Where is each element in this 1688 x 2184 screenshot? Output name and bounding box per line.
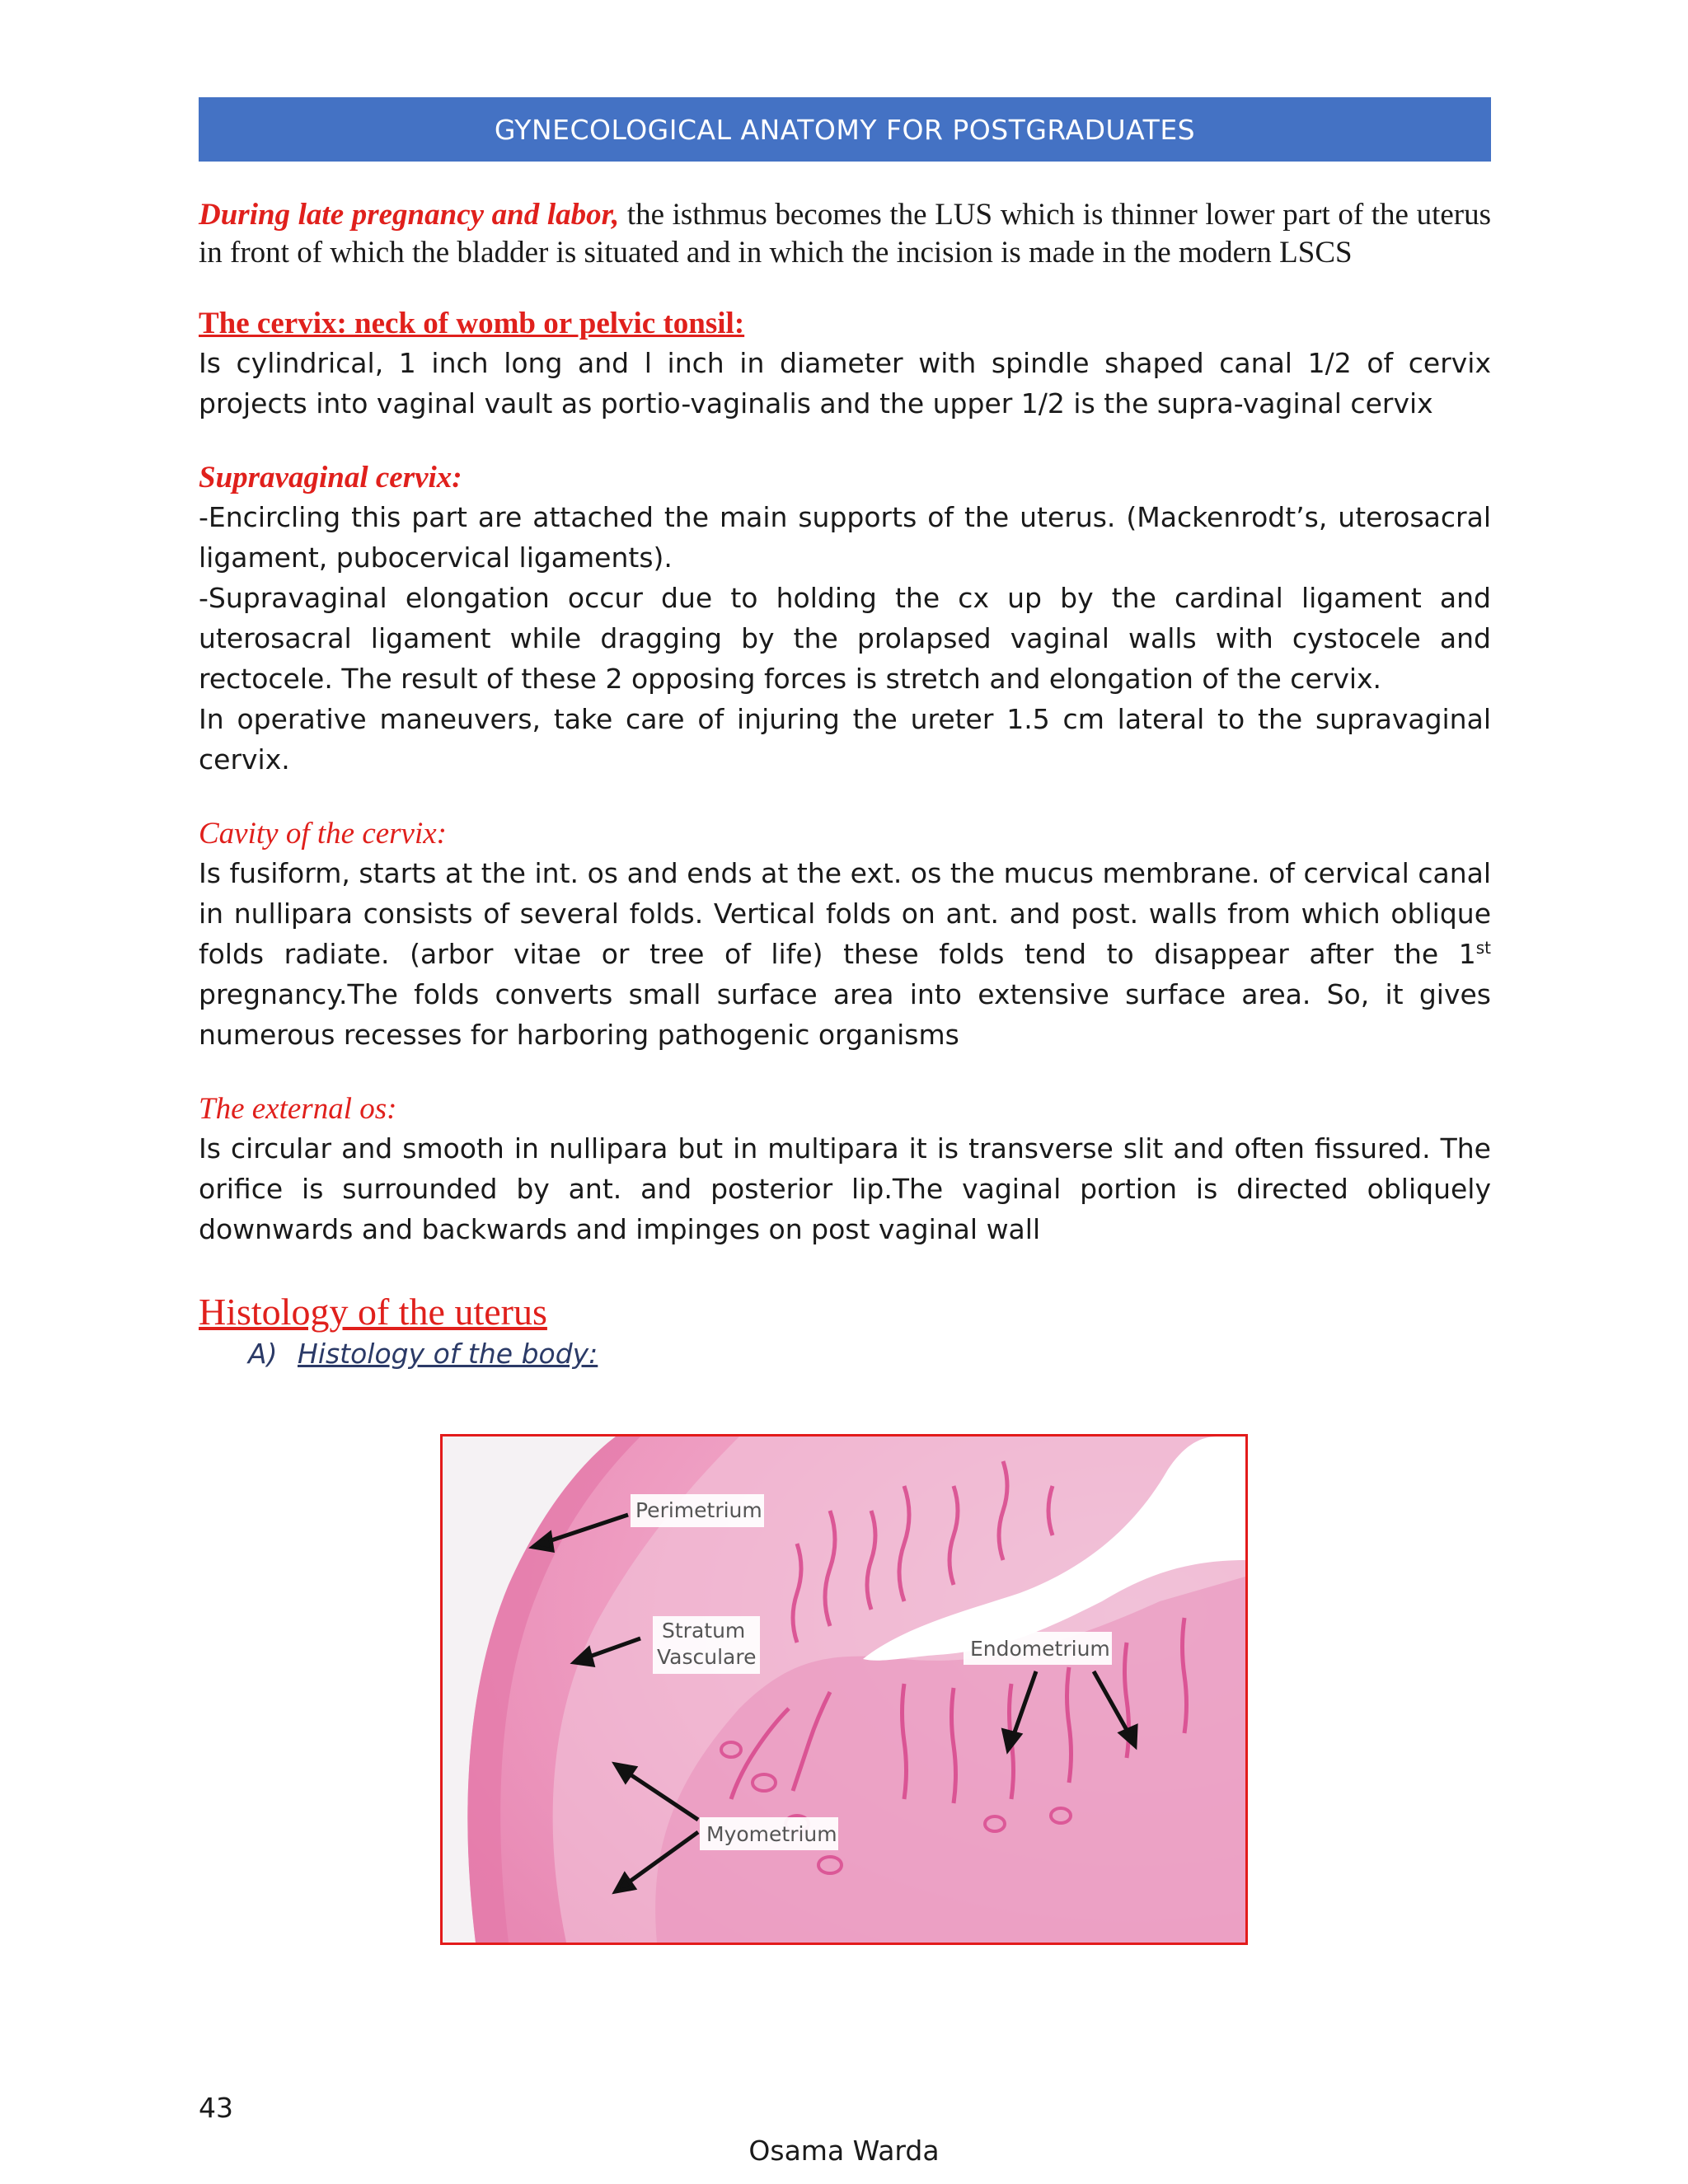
footer-author: Osama Warda: [748, 2135, 940, 2167]
cavity-text: [199, 853, 1491, 1055]
running-header: GYNECOLOGICAL ANATOMY FOR POSTGRADUATES: [199, 97, 1491, 162]
histology-heading: Histology of the uterus: [199, 1291, 547, 1333]
uterus-histology-figure: [440, 1434, 1248, 1945]
intro-lead: During late pregnancy and labor,: [199, 198, 620, 232]
label-vasculare: Vasculare: [657, 1645, 757, 1669]
label-perimetrium: Perimetrium: [635, 1498, 762, 1522]
cervix-text: Is cylindrical, 1 inch long and l inch in diameter with spindle shaped canal 1/2 of cervix projects into vaginal vault as portio-vaginalis and the upper 1/2 is the supra-vaginal cervix: [199, 347, 1491, 419]
page-number: 43: [199, 2092, 233, 2124]
external-os-heading: The external os:: [199, 1092, 397, 1126]
subitem-text: Histology of the body:: [298, 1338, 598, 1370]
label-stratum: Stratum: [662, 1619, 746, 1643]
intro-paragraph: [199, 196, 1491, 272]
cavity-heading: Cavity of the cervix:: [199, 817, 448, 851]
cervix-heading: The cervix: neck of womb or pelvic tonsil:: [199, 307, 745, 340]
supravaginal-p2: -Supravaginal elongation occur due to holding the cx up by the cardinal ligament and uterosacral ligament while dragging by the prolapsed vaginal walls with cystocele and rectocele. The result of these 2 opposing forces is stretch and elongation of the cervix.: [199, 582, 1491, 695]
subitem-letter: A): [248, 1338, 278, 1370]
cavity-text-b: pregnancy.The folds converts small surface area into extensive surface area. So, it gives numerous recesses for harboring pathogenic organisms: [199, 978, 1491, 1051]
cavity-sup: st: [1475, 938, 1491, 958]
page-content: [199, 196, 1491, 1373]
supravaginal-p3: In operative maneuvers, take care of injuring the ureter 1.5 cm lateral to the supravaginal cervix.: [199, 703, 1491, 776]
supravaginal-heading: Supravaginal cervix:: [199, 461, 462, 494]
external-os-text: Is circular and smooth in nullipara but in multipara it is transverse slit and often fissured. The orifice is surrounded by ant. and posterior lip.The vaginal portion is directed obliquely downwards and backwards and impinges on post vaginal wall: [199, 1132, 1491, 1245]
intro-text: the isthmus becomes the LUS which is thinner lower part of the uterus in front of which the bladder is situated and in which the incision is made in the modern LSCS: [199, 198, 1491, 269]
cavity-text-a: Is fusiform, starts at the int. os and ends at the ext. os the mucus membrane. of cervical canal in nullipara consists of several folds. Vertical folds on ant. and post. walls from which oblique folds radiate. (arbor vitae or tree of life) these folds tend to disappear after the 1: [199, 857, 1491, 970]
supravaginal-p1: -Encircling this part are attached the main supports of the uterus. (Mackenrodt’s, uterosacral ligament, pubocervical ligaments).: [199, 501, 1491, 574]
histology-subitem: [248, 1335, 1491, 1373]
label-endometrium: Endometrium: [970, 1637, 1110, 1661]
label-myometrium: Myometrium: [706, 1822, 837, 1846]
histology-micrograph: [443, 1436, 1245, 1943]
